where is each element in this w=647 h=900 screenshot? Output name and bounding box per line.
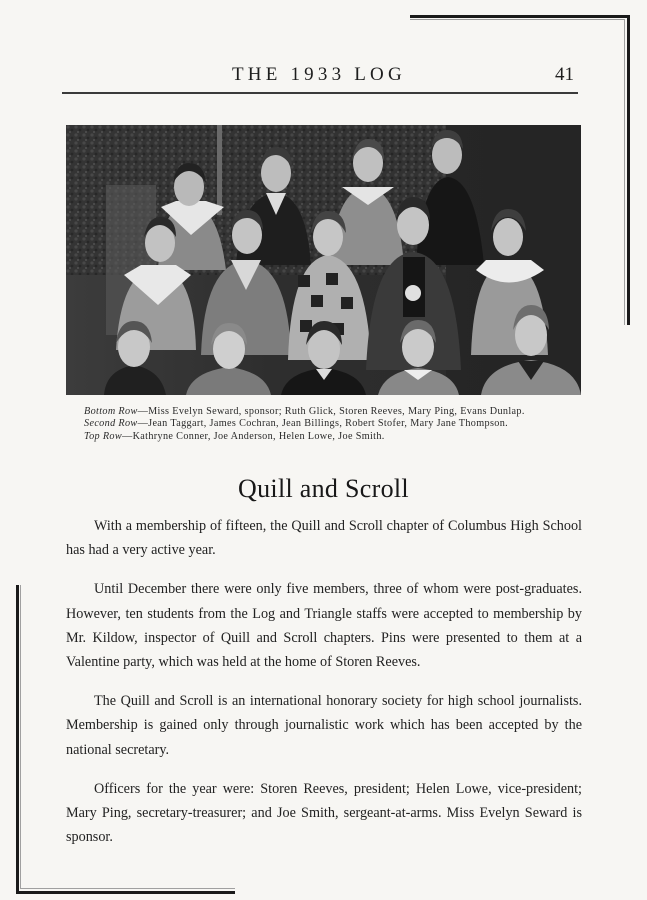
article-paragraph: Officers for the year were: Storen Reeves, president; Helen Lowe, vice-president; Mary Ping, secretary-treasurer; and Joe Smith, sergeant-at-arms. Miss Evelyn Seward is sponsor. <box>66 780 582 846</box>
article-title: Quill and Scroll <box>238 474 409 503</box>
bracket-line <box>410 19 624 20</box>
bracket-line <box>410 15 629 18</box>
running-head <box>62 64 578 92</box>
caption-row-names: Jean Taggart, James Cochran, Jean Billings, Robert Stofer, Mary Jane Thompson. <box>148 418 509 430</box>
caption-row-bottom: Bottom Row—Miss Evelyn Seward, sponsor; Ruth Glick, Storen Reeves, Mary Ping, Evans Dunlap. <box>84 406 525 417</box>
bracket-line <box>16 585 19 893</box>
caption-row-top: Top Row—Kathryne Conner, Joe Anderson, Helen Lowe, Joe Smith. <box>84 430 385 442</box>
bracket-line <box>20 888 235 889</box>
header-rule <box>62 92 578 94</box>
photo-caption <box>84 406 594 443</box>
group-photo-illustration <box>66 125 581 395</box>
caption-row-names: Kathryne Conner, Joe Anderson, Helen Lowe, Joe Smith. <box>132 430 385 442</box>
page-number: 41 <box>555 64 574 85</box>
group-photo <box>66 125 581 395</box>
article-body <box>66 514 582 864</box>
caption-row-label: Top Row <box>84 430 123 442</box>
caption-row-names: Miss Evelyn Seward, sponsor; Ruth Glick, Storen Reeves, Mary Ping, Evans Dunlap. <box>148 406 525 417</box>
skull-emblem <box>405 285 421 301</box>
article-paragraph: Until December there were only five members, three of whom were post-graduates. However, ten students from the Log and Triangle staffs were accepted to membership by Mr. Kildow, inspector of Quill and Scroll chapters. Pins were presented to them at a Valentine party, which was held at the home of Storen Reeves. <box>66 581 582 671</box>
bracket-line <box>627 15 630 325</box>
bracket-line <box>20 585 21 889</box>
bracket-line <box>16 891 235 894</box>
article-paragraph: With a membership of fifteen, the Quill and Scroll chapter of Columbus High School has had a very active year. <box>66 518 582 559</box>
caption-row-second: Second Row—Jean Taggart, James Cochran, Jean Billings, Robert Stofer, Mary Jane Thompson. <box>84 418 509 430</box>
caption-row-label: Bottom Row <box>84 406 138 417</box>
running-title: THE 1933 LOG <box>232 64 406 85</box>
caption-row-label: Second Row <box>84 418 138 430</box>
bracket-line <box>624 19 625 325</box>
article-paragraph: The Quill and Scroll is an international honorary society for high school journalists. Membership is gained only through journalistic work which has been accepted by the national secretary. <box>66 693 582 758</box>
pole <box>217 125 222 215</box>
